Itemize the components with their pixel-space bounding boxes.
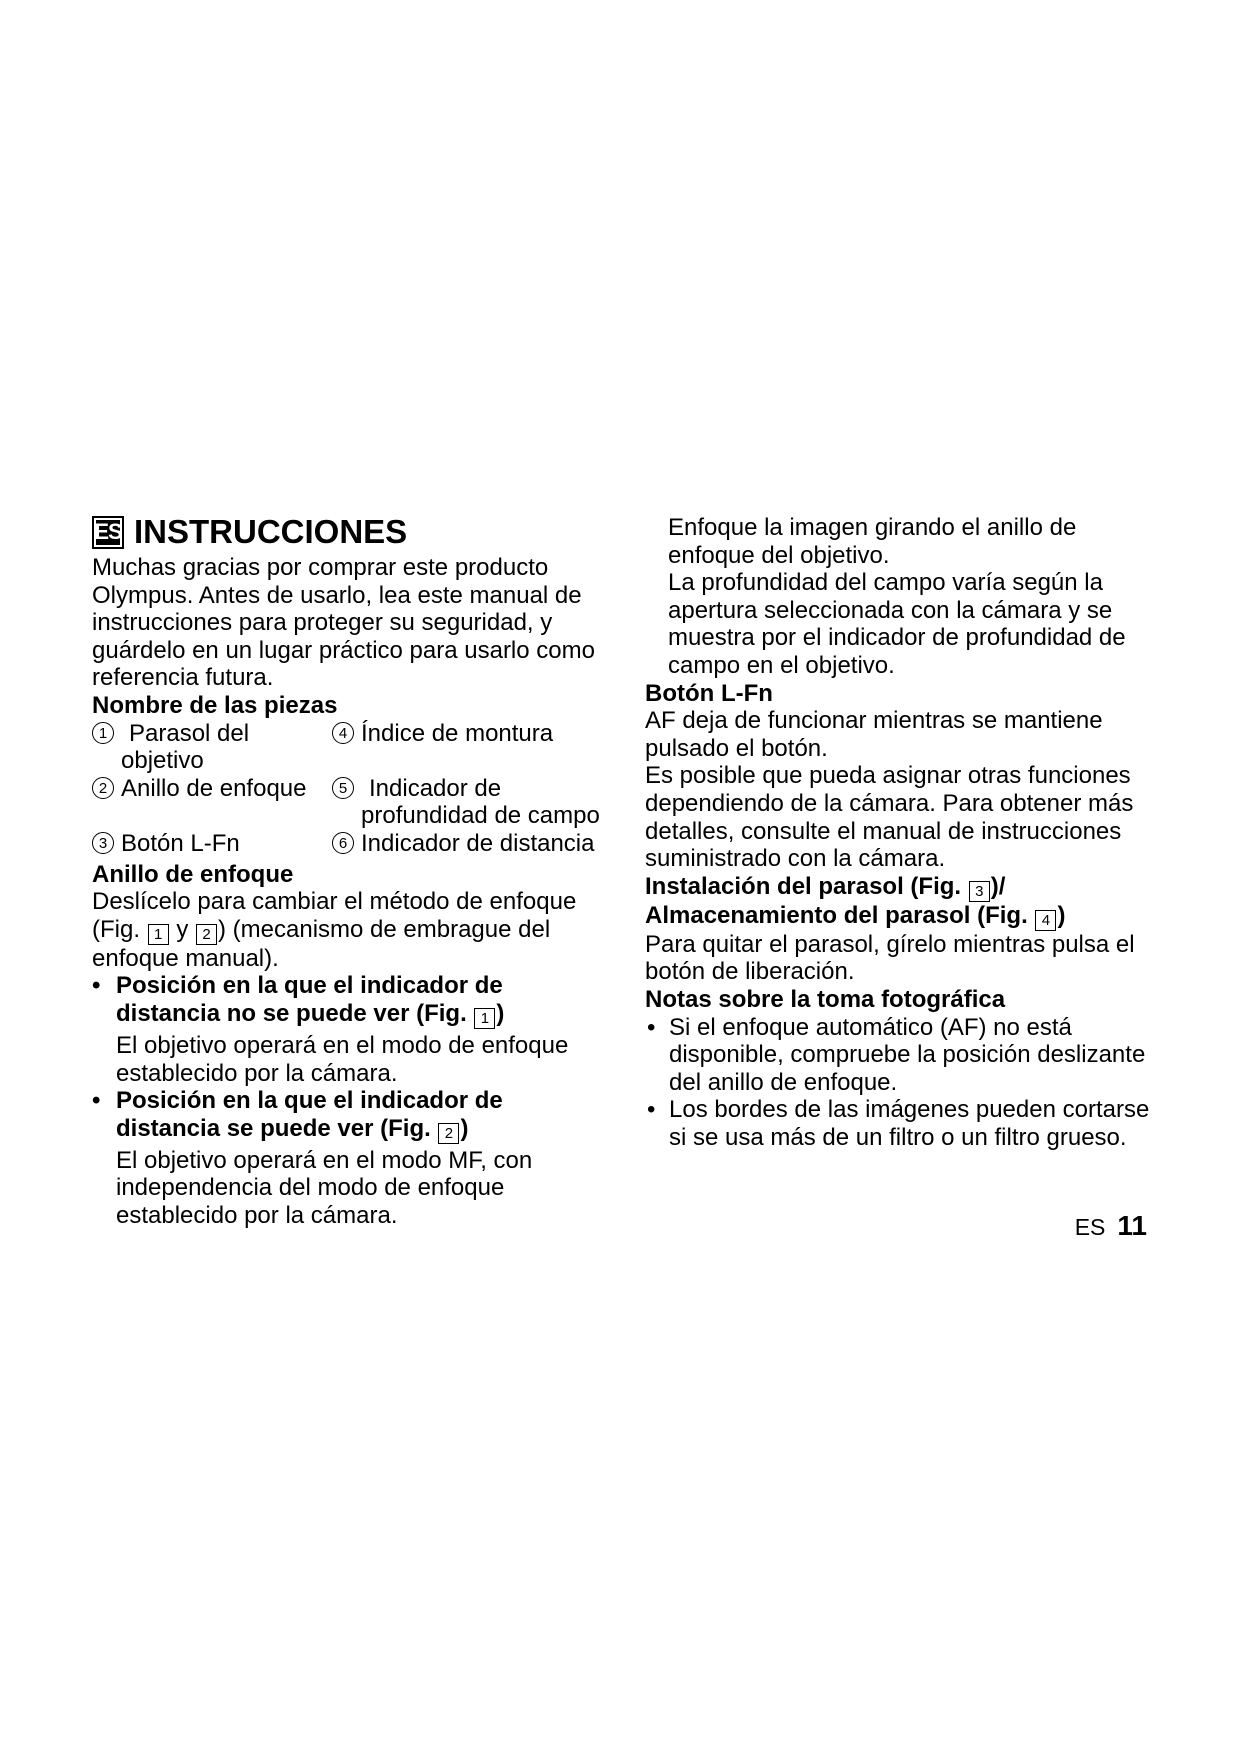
focus-continued-paragraph: Enfoque la imagen girando el anillo de enfoque del objetivo.: [668, 514, 1077, 569]
footer-language: ES: [1074, 1214, 1106, 1240]
part-label: Botón L-Fn: [121, 829, 240, 857]
figure-number-icon: 1: [474, 1008, 495, 1029]
part-item: [332, 720, 612, 775]
circled-number-icon: 5: [332, 777, 354, 799]
right-column: [645, 514, 1160, 1151]
bullet-dot-icon: •: [92, 1087, 101, 1115]
notes-heading: Notas sobre la toma fotográfica: [645, 985, 1006, 1013]
hood-heading-close: ): [1057, 901, 1066, 929]
note-item: [645, 1014, 1160, 1097]
focus-text: y: [169, 915, 196, 943]
note-text: Los bordes de las imágenes pueden cortarse si se usa más de un filtro o un filtro grueso.: [669, 1096, 1150, 1151]
part-item: [332, 830, 612, 858]
bullet-heading-text: [116, 1087, 612, 1144]
part-item: [92, 720, 332, 775]
circled-number-icon: 4: [332, 722, 354, 744]
figure-number-icon: 3: [969, 881, 990, 902]
part-label: Anillo de enfoque: [121, 774, 307, 802]
title-text: INSTRUCCIONES: [134, 513, 408, 550]
part-label: Índice de montura: [361, 719, 554, 747]
page-title: [92, 512, 612, 552]
focus-ring-paragraph: [92, 888, 612, 972]
bullet-heading: [92, 1087, 612, 1144]
focus-ring-heading: Anillo de enfoque: [92, 860, 294, 888]
part-label: Indicador de profundidad de campo: [361, 774, 600, 830]
lfn-paragraph: AF deja de funcionar mientras se mantiene pulsado el botón.: [645, 707, 1103, 762]
part-item: [92, 775, 332, 830]
bullet-title: Posición en la que el indicador de distancia se puede ver (Fig.: [116, 1087, 503, 1142]
figure-number-icon: 4: [1035, 910, 1056, 931]
bullet-title-close: ): [496, 999, 505, 1027]
hood-heading-text: Instalación del parasol (Fig.: [645, 872, 968, 900]
figure-number-icon: 2: [438, 1123, 459, 1144]
intro-paragraph: Muchas gracias por comprar este producto Olympus. Antes de usarlo, lea este manual de instrucciones para proteger su seguridad, y guárdelo en un lugar práctico para usarlo como referencia futura.: [92, 554, 595, 692]
bullet-dot-icon: •: [647, 1013, 656, 1041]
note-text: Si el enfoque automático (AF) no está disponible, compruebe la posición deslizante del anillo de enfoque.: [669, 1013, 1146, 1096]
hood-heading: [645, 902, 1160, 931]
figure-number-icon: 2: [196, 924, 217, 945]
circled-number-icon: 6: [332, 832, 354, 854]
part-item: [332, 775, 612, 830]
hood-heading-text: Almacenamiento del parasol (Fig.: [645, 901, 1035, 929]
bullet-heading-text: [116, 972, 612, 1029]
lfn-paragraph: Es posible que pueda asignar otras funciones dependiendo de la cámara. Para obtener más detalles, consulte el manual de instrucciones suministrado con la cámara.: [645, 762, 1134, 873]
bullet-dot-icon: •: [647, 1096, 656, 1124]
bullet-title: Posición en la que el indicador de distancia no se puede ver (Fig.: [116, 972, 503, 1027]
bullet-body: El objetivo operará en el modo MF, con independencia del modo de enfoque establecido por la cámara.: [116, 1146, 533, 1229]
part-item: [92, 830, 332, 858]
bullet-body: El objetivo operará en el modo de enfoque establecido por la cámara.: [116, 1031, 569, 1087]
page-number: 11: [1117, 1210, 1147, 1241]
figure-number-icon: 1: [148, 924, 169, 945]
bullet-title-close: ): [460, 1114, 469, 1142]
parts-list: [92, 720, 612, 858]
hood-paragraph: Para quitar el parasol, gírelo mientras pulsa el botón de liberación.: [645, 930, 1135, 986]
parts-heading: Nombre de las piezas: [92, 691, 338, 719]
circled-number-icon: 3: [92, 832, 114, 854]
circled-number-icon: 2: [92, 777, 114, 799]
note-item: [645, 1096, 1160, 1151]
part-label: Indicador de distancia: [361, 829, 595, 857]
hood-heading-close: )/: [990, 872, 1006, 900]
language-badge-icon: ES: [92, 516, 124, 549]
lfn-heading: Botón L-Fn: [645, 679, 773, 707]
focus-text: ) (mecanismo de embrague del enfoque manual).: [92, 915, 551, 972]
focus-text: Deslícelo para cambiar el método de enfoque (Fig.: [92, 888, 577, 943]
depth-of-field-paragraph: La profundidad del campo varía según la apertura seleccionada con la cámara y se muestra por el indicador de profundidad de campo en el objetivo.: [668, 569, 1126, 679]
part-label: Parasol del objetivo: [121, 719, 250, 775]
left-column: [92, 512, 612, 1229]
hood-heading: [645, 873, 1160, 902]
bullet-dot-icon: •: [92, 972, 101, 1000]
bullet-heading: [92, 972, 612, 1029]
circled-number-icon: 1: [92, 722, 114, 744]
page-footer: [1075, 1210, 1147, 1242]
